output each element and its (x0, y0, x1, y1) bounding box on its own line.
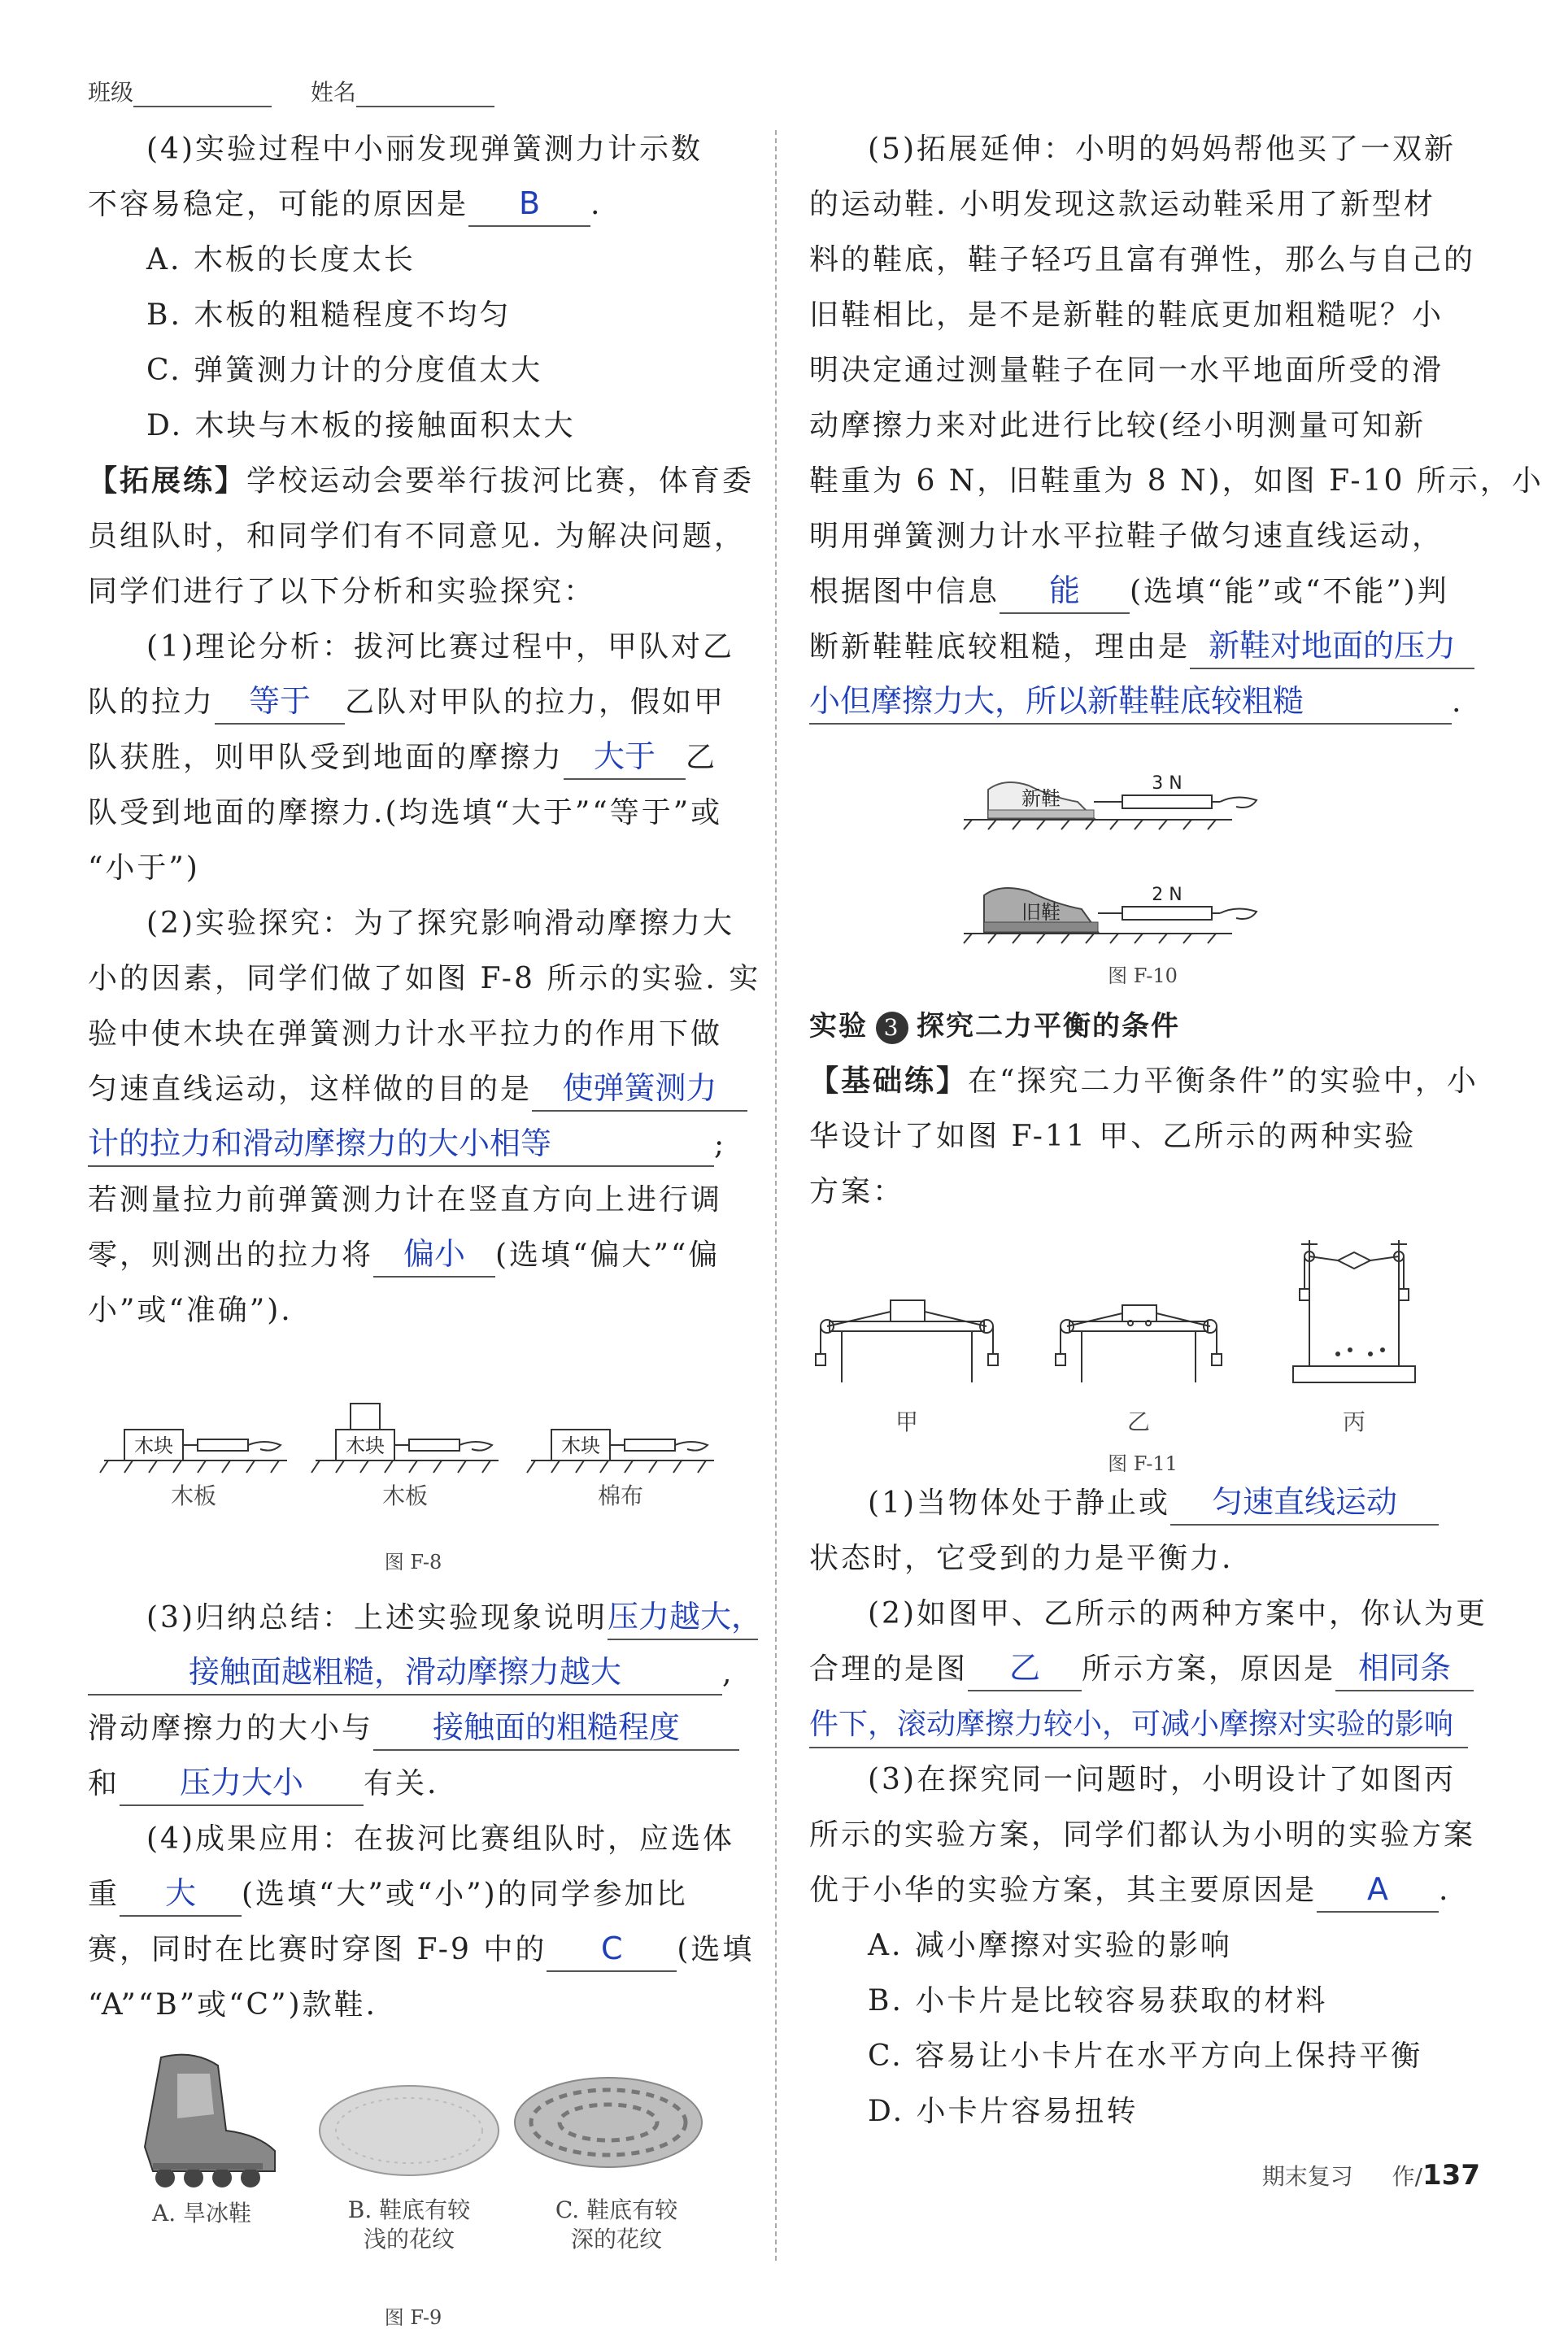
p3-answer1a: 压力越大， (608, 1595, 758, 1640)
figure-f9-drawing (88, 2041, 738, 2187)
shallow-sole-image (320, 2086, 499, 2175)
force-label-2: 2 N (1152, 885, 1183, 905)
p2-answer2: 偏小 (373, 1232, 495, 1278)
p4-answer2: C (547, 1926, 677, 1972)
block-label-1: 木块 (134, 1434, 173, 1457)
p2-line6: 若测量拉力前弹簧测力计在竖直方向上进行调 (88, 1183, 723, 1217)
experiment-number: 3 (876, 1012, 908, 1044)
p2-line3: 验中使木块在弹簧测力计水平拉力的作用下做 (88, 1017, 723, 1051)
q1-line2: 状态时，它受到的力是平衡力. (809, 1542, 1234, 1575)
f8-label-3: 棉布 (597, 1482, 643, 1509)
f9-label-a: A. 旱冰鞋 (151, 2200, 252, 2227)
deep-sole-image (515, 2078, 702, 2167)
p3-line3: 滑动摩擦力的大小与 接触面的粗糙程度 (88, 1701, 738, 1756)
f8-label-1: 木板 (170, 1482, 216, 1509)
footer (1262, 2159, 1480, 2192)
p2-line1: (2)实验探究：为了探究影响滑动摩擦力大 (146, 907, 734, 940)
roller-skate-image (145, 2055, 275, 2187)
q3-answer: A (1317, 1867, 1439, 1913)
q2-line3 (809, 1697, 1476, 1752)
q3-line2: 所示的实验方案，同学们都认为小明的实验方案 (809, 1818, 1476, 1852)
q2-answer2b: 件下，滚动摩擦力较小，可减小摩擦对实验的影响 (809, 1703, 1468, 1748)
jichu-tag: 【基础练】 (809, 1064, 969, 1098)
q4-answer: B (468, 181, 590, 227)
figure-f10 (809, 738, 1476, 999)
header (88, 75, 494, 107)
new-shoe-label: 新鞋 (1021, 787, 1061, 810)
q3-option-d: D. 小卡片容易扭转 (868, 2095, 1139, 2128)
q4-option-b: B. 木板的粗糙程度不均匀 (146, 298, 512, 332)
p1-line4: 队受到地面的摩擦力.(均选填“大于”“等于”或 (88, 796, 723, 829)
p3-line4: 和 压力大小 有关. (88, 1756, 738, 1812)
tuozhan-line2: 员组队时，和同学们有不同意见. 为解决问题， (88, 520, 746, 553)
force-label-1: 3 N (1152, 773, 1183, 794)
q4-line2: 不容易稳定，可能的原因是 B . (88, 177, 738, 233)
f11-caption: 图 F-11 (1108, 1452, 1178, 1475)
p3-answer2: 接触面的粗糙程度 (373, 1705, 739, 1751)
q2-answer2a: 相同条 (1335, 1646, 1474, 1691)
p1-line5: “小于”) (88, 851, 200, 885)
p5-line7: 鞋重为 6 N，旧鞋重为 8 N)，如图 F-10 所示，小 (809, 464, 1544, 498)
p2-line2: 小的因素，同学们做了如图 F-8 所示的实验. 实 (88, 962, 761, 995)
footer-suffix: 作/ (1392, 2163, 1423, 2190)
p5-answer2a: 新鞋对地面的压力 (1190, 624, 1474, 669)
figure-f9 (88, 2041, 738, 2293)
old-shoe-label: 旧鞋 (1021, 901, 1061, 924)
figure-f10-drawing (809, 738, 1476, 966)
f10-caption: 图 F-10 (1108, 964, 1178, 987)
p5-line5: 明决定通过测量鞋子在同一水平地面所受的滑 (809, 354, 1444, 387)
q1-line1: (1)当物体处于静止或 匀速直线运动 (809, 1476, 1476, 1531)
p1-answer1: 等于 (215, 679, 345, 725)
q4-option-a: A. 木板的长度太长 (146, 243, 416, 276)
p5-line4: 旧鞋相比，是不是新鞋的鞋底更加粗糙呢？小 (809, 298, 1444, 332)
figure-f8 (88, 1339, 738, 1534)
footer-section: 期末复习 (1261, 2163, 1353, 2190)
p5-line11: 小但摩擦力大，所以新鞋鞋底较粗糙 . (809, 675, 1476, 730)
p4-line2: 重 大 (选填“大”或“小”)的同学参加比 (88, 1867, 738, 1922)
right-column (809, 122, 1544, 2140)
p5-line10: 断新鞋鞋底较粗糙，理由是 新鞋对地面的压力 (809, 620, 1476, 675)
p3-answer1b: 接触面越粗糙，滑动摩擦力越大 (88, 1650, 722, 1696)
p4-line3: 赛，同时在比赛时穿图 F-9 中的 C (选填 (88, 1922, 738, 1978)
q4-option-c: C. 弹簧测力计的分度值太大 (146, 354, 543, 387)
p5-line3: 料的鞋底，鞋子轻巧且富有弹性，那么与自己的 (809, 243, 1476, 276)
q1-answer: 匀速直线运动 (1170, 1480, 1439, 1526)
block-label-3: 木块 (561, 1434, 600, 1457)
p4-line1: (4)成果应用：在拔河比赛组队时，应选体 (146, 1822, 734, 1856)
q3-option-a: A. 减小摩擦对实验的影响 (868, 1929, 1232, 1962)
p3-line2: 接触面越粗糙，滑动摩擦力越大 , (88, 1646, 738, 1701)
left-column (88, 122, 763, 2342)
p3-answer3: 压力大小 (120, 1761, 364, 1806)
q2-line2: 合理的是图 乙 所示方案，原因是 相同条 (809, 1642, 1476, 1697)
f8-label-2: 木板 (381, 1482, 428, 1509)
p5-answer2b: 小但摩擦力大，所以新鞋鞋底较粗糙 (809, 679, 1452, 725)
q2-line1: (2)如图甲、乙所示的两种方案中，你认为更 (868, 1597, 1487, 1630)
name-label: 姓名 (310, 79, 356, 106)
f9-label-b: B. 鞋底有较 浅的花纹 (347, 2196, 471, 2253)
p2-line7: 零，则测出的拉力将 偏小 (选填“偏大”“偏 (88, 1228, 738, 1283)
experiment-title: 实验 3 探究二力平衡的条件 (809, 1010, 1180, 1043)
p4-answer1: 大 (120, 1871, 242, 1917)
p5-line6: 动摩擦力来对此进行比较(经小明测量可知新 (809, 409, 1426, 442)
jichu-line3: 方案： (809, 1175, 905, 1208)
tuozhan-tag: 【拓展练】 (88, 464, 247, 498)
f11-label-yi: 乙 (1126, 1408, 1150, 1435)
block-label-2: 木块 (346, 1434, 385, 1457)
p2-line8: 小”或“准确”). (88, 1294, 293, 1327)
p4-line4: “A”“B”或“C”)款鞋. (88, 1988, 377, 2022)
p2-answer1a: 使弹簧测力 (532, 1066, 747, 1112)
q3-line1: (3)在探究同一问题时，小明设计了如图丙 (868, 1763, 1456, 1796)
q3-option-c: C. 容易让小卡片在水平方向上保持平衡 (868, 2039, 1423, 2073)
q4-line1: (4)实验过程中小丽发现弹簧测力计示数 (146, 133, 703, 166)
page-number: 137 (1422, 2159, 1480, 2192)
f11-label-bing: 丙 (1342, 1408, 1365, 1435)
jichu-line2: 华设计了如图 F-11 甲、乙所示的两种实验 (809, 1120, 1417, 1153)
p5-line8: 明用弹簧测力计水平拉鞋子做匀速直线运动， (809, 520, 1444, 553)
p3-line1: (3)归纳总结：上述实验现象说明压力越大， (88, 1591, 738, 1646)
figure-f11 (809, 1224, 1476, 1476)
f9-label-c: C. 鞋底有较 深的花纹 (555, 2196, 678, 2253)
p2-line4: 匀速直线运动，这样做的目的是 使弹簧测力 (88, 1062, 738, 1117)
q4-option-d: D. 木块与木板的接触面积太大 (146, 409, 576, 442)
p5-line9: 根据图中信息 能 (选填“能”或“不能”)判 (809, 564, 1476, 620)
f9-caption: 图 F-9 (384, 2306, 442, 2329)
p5-line1: (5)拓展延伸：小明的妈妈帮他买了一双新 (868, 133, 1456, 166)
p1-line3: 队获胜，则甲队受到地面的摩擦力 大于 乙 (88, 730, 738, 786)
p2-line5: 计的拉力和滑动摩擦力的大小相等 ; (88, 1117, 738, 1173)
f8-caption: 图 F-8 (384, 1551, 442, 1574)
tuozhan-line3: 同学们进行了以下分析和实验探究： (88, 575, 596, 608)
p1-answer2: 大于 (564, 734, 686, 780)
q3-line3: 优于小华的实验方案，其主要原因是 A . (809, 1863, 1476, 1918)
p1-line1: (1)理论分析：拔河比赛过程中，甲队对乙 (146, 630, 734, 664)
tuozhan-line1: 【拓展练】学校运动会要举行拔河比赛，体育委 (88, 464, 755, 498)
jichu-line1: 【基础练】在“探究二力平衡条件”的实验中，小 (809, 1064, 1479, 1098)
q2-answer1: 乙 (968, 1646, 1082, 1691)
p2-answer1b: 计的拉力和滑动摩擦力的大小相等 (88, 1121, 714, 1167)
p1-line2: 队的拉力 等于 乙队对甲队的拉力，假如甲 (88, 675, 738, 730)
p5-answer1: 能 (1000, 568, 1130, 614)
column-divider (775, 130, 777, 2261)
p5-line2: 的运动鞋. 小明发现这款运动鞋采用了新型材 (809, 188, 1435, 221)
q3-option-b: B. 小卡片是比较容易获取的材料 (868, 1984, 1328, 2018)
class-label: 班级 (88, 79, 134, 106)
figure-f11-drawing (809, 1224, 1476, 1403)
f11-label-jia: 甲 (895, 1408, 918, 1435)
